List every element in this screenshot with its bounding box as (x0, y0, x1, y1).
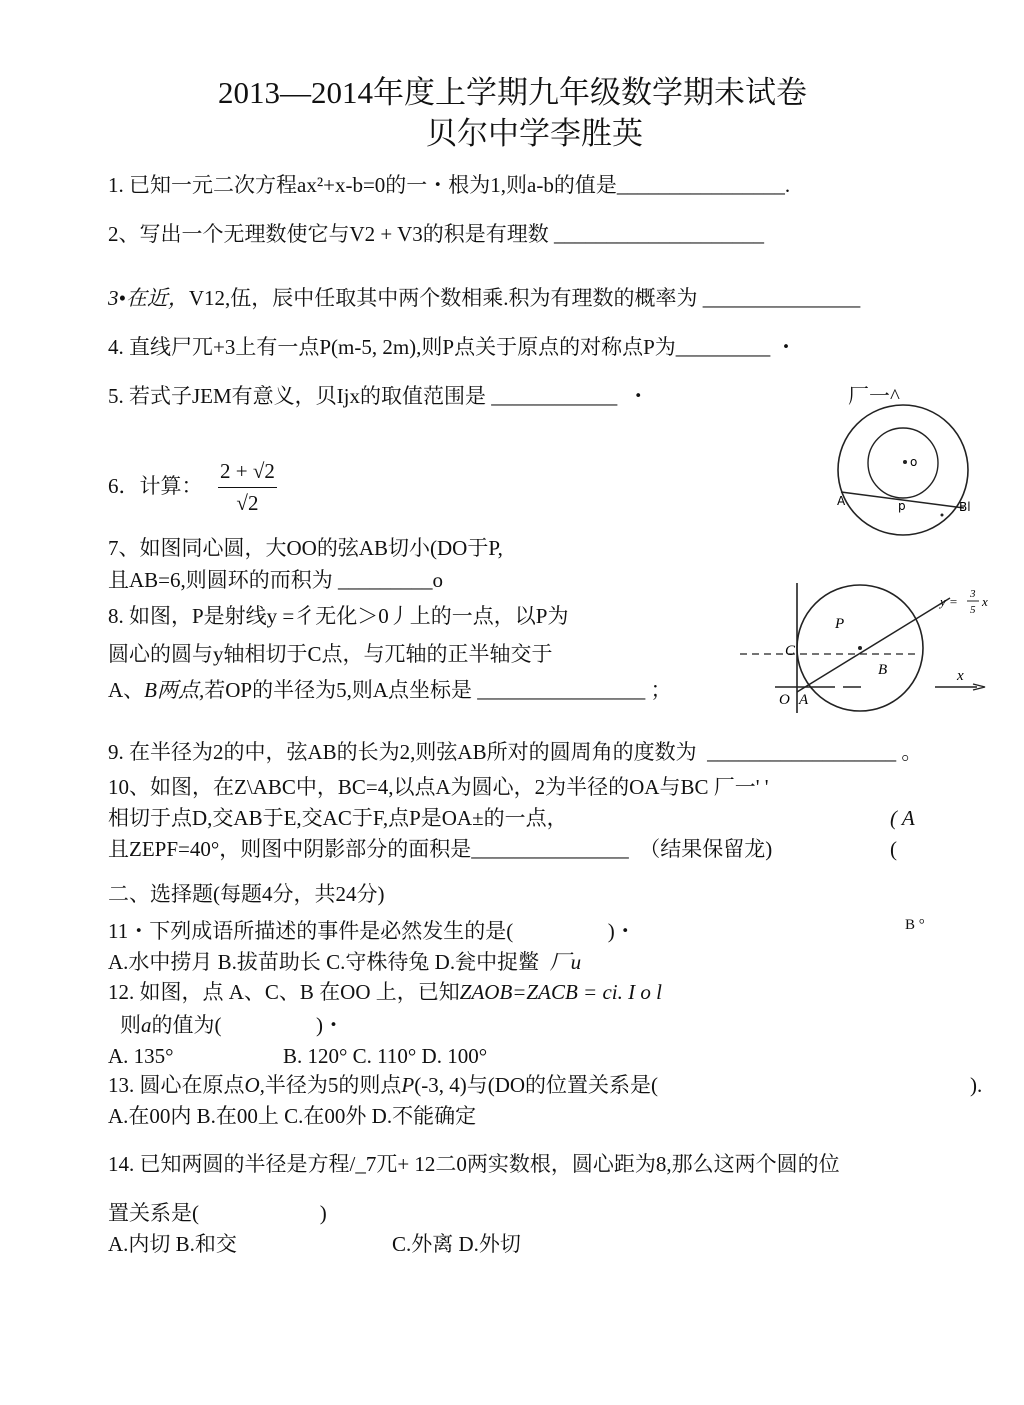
label-p: P (835, 616, 845, 632)
answer-blank: __________________ (707, 740, 897, 764)
inner-circle (868, 428, 938, 498)
question-7-line2 (108, 570, 443, 591)
question-2-text: 2、写出一个无理数使它与V2 + V3的积是有理数 (108, 222, 549, 246)
question-4-text: 4. 直线尸兀+3上有一点P(m-5, 2m),则P点关于原点的对称点P为 (108, 335, 676, 359)
punct: ・ (775, 335, 797, 359)
question-14-options-a: A.内切 B.和交 (108, 1232, 237, 1256)
punct: 。 (901, 740, 923, 764)
line-eq-x: x (982, 594, 988, 609)
text: (-3, 4)与(DO的位置关系是( (414, 1073, 659, 1097)
margin-note: 厂一^ (848, 384, 900, 408)
answer-blank: ________________ (616, 173, 785, 197)
answer-blank: _________ (338, 568, 433, 592)
answer-blank: ________________ (477, 678, 646, 702)
question-12-line2 (120, 1015, 344, 1036)
question-12-text: 12. 如图，点 A、C、B 在OO 上，已知 (108, 980, 460, 1004)
label-p: p (898, 499, 906, 513)
label-o: O (779, 692, 790, 708)
question-12 (108, 982, 662, 1003)
label-b: Bl (959, 500, 971, 514)
label-a: A (837, 494, 846, 508)
question-9 (108, 742, 922, 763)
question-11-options (108, 952, 581, 973)
fraction (218, 459, 277, 516)
text-italic: O, (244, 1073, 265, 1097)
answer-blank: ____________ (491, 384, 618, 408)
punct: o (432, 568, 444, 592)
label-c: C (785, 643, 796, 659)
question-13-options: A.在00内 B.在00上 C.在00外 D.不能确定 (108, 1104, 477, 1128)
question-3-text: V12,伍，辰中任取其中两个数相乘.积为有理数的概率为 (188, 286, 698, 310)
question-8-line1: 8. 如图，P是射线y =彳无化＞0丿上的一点，以P为 (108, 604, 569, 628)
question-5-text: 5. 若式子JEM有意义，贝Ijx的取值范围是 (108, 384, 486, 408)
question-14-options-b: C.外离 D.外切 (392, 1232, 521, 1256)
punct: . (784, 173, 791, 197)
circle-tangent-figure (735, 580, 1005, 715)
ray-op (797, 598, 950, 692)
text-italic: a (141, 1013, 152, 1037)
question-12-options-rest: B. 120° C. 110° D. 100° (283, 1044, 488, 1068)
question-14-line1: 14. 已知两圆的半径是方程/_7兀+ 12二0两实数根，圆心距为8,那么这两个圆的位 (108, 1152, 840, 1176)
answer-blank: _________ (675, 335, 771, 359)
text: A、 (108, 678, 145, 702)
line-eq-num: 3 (970, 588, 976, 600)
question-3-prefix: 3•在近， (108, 286, 189, 310)
question-10-line3 (108, 839, 772, 860)
text-italic: P (401, 1073, 415, 1097)
text: 的值为( (151, 1013, 222, 1037)
answer-blank: ____________________ (554, 222, 765, 246)
answer-blank: _______________ (471, 837, 629, 861)
question-10-line1: 10、如图，在Z\ABC中，BC=4,以点A为圆心，2为半径的OA与BC 厂一' ' (108, 775, 769, 799)
margin-note: ( A (890, 806, 915, 830)
question-3 (108, 288, 860, 309)
question-11-text: 11・下列成语所描述的事件是必然发生的是( (108, 919, 514, 943)
question-12-options-a: A. 135° (108, 1044, 174, 1068)
exam-subtitle: 贝尔中学李胜英 (426, 116, 643, 151)
question-6-label: 6．计算： (108, 474, 203, 498)
question-7-line1: 7、如图同心圆，大OO的弦AB切小(DO于P, (108, 536, 503, 560)
text-italic: B两点, (144, 678, 205, 702)
text: 则 (120, 1013, 141, 1037)
line-eq-y: y = (940, 594, 958, 609)
question-8-line3 (108, 680, 672, 701)
paren: ). (970, 1073, 983, 1097)
question-8-line2: 圆心的圆与y轴相切于C点，与兀轴的正半轴交于 (108, 642, 553, 666)
text: （结果保留龙) (639, 837, 773, 861)
paren: ) (319, 1201, 327, 1225)
question-4 (108, 337, 797, 358)
question-14-line2 (108, 1203, 327, 1224)
question-13 (108, 1075, 658, 1096)
text: 若OP的半径为5,则A点坐标是 (204, 678, 473, 702)
paren: )・ (607, 919, 636, 943)
question-1-text: 1. 已知一元二次方程ax²+x-b=0的一・根为1,则a-b的值是 (108, 173, 617, 197)
text: 半径为5的则点 (264, 1073, 402, 1097)
question-9-text: 9. 在半径为2的中，弦AB的长为2,则弦AB所对的圆周角的度数为 (108, 740, 697, 764)
question-10-text: 且ZEPF=40°，则图中阴影部分的面积是 (108, 837, 472, 861)
options-text: A.水中捞月 B.拔苗助长 C.守株待兔 D.瓮中捉鳖 (108, 950, 540, 974)
section-heading: 二、选择题(每题4分，共24分) (108, 882, 385, 906)
paren: )・ (316, 1013, 344, 1037)
point-dot (941, 514, 944, 517)
label-x: x (957, 668, 964, 684)
label-o: o (910, 455, 918, 469)
margin-note: ( (890, 837, 897, 861)
punct: ・ (627, 384, 649, 408)
fraction-denominator: √2 (236, 491, 259, 515)
label-b: B (878, 662, 888, 678)
center-dot (903, 460, 907, 464)
question-5 (108, 386, 649, 407)
fraction-numerator: 2 + √2 (218, 459, 277, 488)
text-italic: ZAOB=ZACB = ci. I o l (459, 980, 662, 1004)
question-11 (108, 921, 636, 942)
question-2 (108, 224, 764, 245)
punct: ； (650, 678, 672, 702)
margin-note: B ° (905, 917, 925, 933)
center-dot (858, 646, 862, 650)
question-10-line2: 相切于点D,交AB于E,交AC于F,点P是OA±的一点， (108, 806, 568, 830)
text: 13. 圆心在原点 (108, 1073, 245, 1097)
concentric-circles-figure (830, 405, 980, 530)
label-a: A (799, 692, 809, 708)
question-7-text: 且AB=6,则圆环的而积为 (108, 568, 333, 592)
question-1 (108, 175, 790, 196)
outer-circle (838, 405, 968, 535)
text: 置关系是( (108, 1201, 199, 1225)
text: 厂u (549, 950, 582, 974)
answer-blank: _______________ (702, 286, 861, 310)
line-eq-den: 5 (970, 604, 976, 616)
exam-title: 2013—2014年度上学期九年级数学期未试卷 (218, 75, 807, 110)
